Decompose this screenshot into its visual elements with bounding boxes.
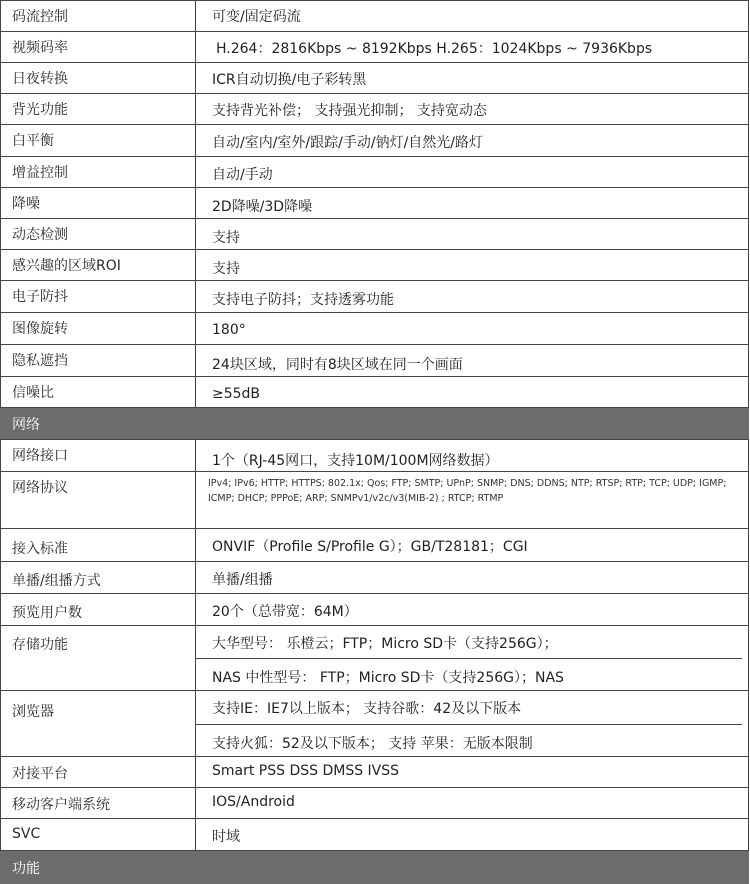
row-cast-mode [0, 561, 749, 593]
row-label: 存储功能 [0, 626, 196, 690]
row-value: 20个（总带宽：64M） [212, 604, 358, 620]
row-value: H.264：2816Kbps ~ 8192Kbps H.265：1024Kbps ~ 7936Kbps [216, 41, 653, 57]
row-platform [0, 756, 749, 787]
row-value: 2D降噪/3D降噪 [212, 199, 313, 215]
row-privacy-mask [0, 344, 749, 376]
row-value: Smart PSS DSS DMSS IVSS [212, 763, 400, 779]
row-label: 白平衡 [0, 125, 196, 156]
row-label: 接入标准 [0, 529, 196, 561]
row-label: 码流控制 [0, 1, 196, 31]
row-network-interface [0, 439, 749, 471]
section-title: 网络 [12, 417, 40, 433]
row-day-night [0, 62, 749, 93]
row-value: 180° [212, 322, 246, 338]
row-value: ≥55dB [212, 386, 261, 402]
row-value: 24块区域，同时有8块区域在同一个画面 [212, 357, 463, 373]
row-motion-detect [0, 218, 749, 249]
row-label: 对接平台 [0, 757, 196, 787]
row-preview-users [0, 593, 749, 625]
row-label: 增益控制 [0, 157, 196, 187]
row-browser [0, 690, 749, 756]
row-label: 浏览器 [0, 691, 196, 756]
row-label: 信噪比 [0, 377, 196, 407]
row-value: 支持背光补偿； 支持强光抑制； 支持宽动态 [212, 103, 487, 119]
row-label: 单播/组播方式 [0, 562, 196, 593]
row-network-protocol [0, 471, 749, 528]
row-value: IPv4; IPv6; HTTP; HTTPS; 802.1x; Qos; FTP; SMTP; UPnP; SNMP; DNS; DDNS; NTP; RTSP; RTP; TCP; UDP; IGMP; ICMP; DHCP; PPPoE; ARP; SNMPv1/v2c/v3(MIB-2) ; RTCP; RTMP [208, 478, 727, 504]
row-label: 电子防抖 [0, 281, 196, 312]
row-mobile-client [0, 787, 749, 818]
section-header-network [0, 407, 749, 439]
row-value: 自动/室内/室外/跟踪/手动/钠灯/自然光/路灯 [212, 135, 484, 151]
row-white-balance [0, 124, 749, 156]
row-label: 网络接口 [0, 440, 196, 471]
row-label: SVC [0, 819, 196, 850]
row-label: 感兴趣的区域ROI [0, 250, 196, 280]
row-value: 支持 [212, 230, 240, 246]
row-value: 大华型号： 乐橙云；FTP；Micro SD卡（支持256G）； [212, 636, 558, 652]
row-value: 单播/组播 [212, 572, 273, 588]
row-label: 移动客户端系统 [0, 788, 196, 818]
section-header-function [0, 850, 749, 884]
row-label: 视频码率 [0, 32, 196, 62]
row-label: 网络协议 [0, 472, 196, 528]
row-value: NAS 中性型号： FTP；Micro SD卡（支持256G）；NAS [196, 658, 742, 691]
row-rotation [0, 312, 749, 344]
row-label: 降噪 [0, 188, 196, 218]
row-value: 支持电子防抖；支持透雾功能 [212, 292, 394, 308]
row-value: IOS/Android [212, 794, 295, 810]
row-label: 日夜转换 [0, 63, 196, 93]
row-svc [0, 818, 749, 850]
row-label: 隐私遮挡 [0, 345, 196, 376]
row-bitrate-control [0, 0, 749, 31]
row-value: 时域 [212, 829, 240, 845]
row-label: 图像旋转 [0, 313, 196, 344]
row-value: ONVIF（Profile S/Profile G）；GB/T28181；CGI [212, 539, 528, 555]
row-value: 自动/手动 [212, 167, 273, 183]
row-gain-control [0, 156, 749, 187]
row-value: 1个（RJ-45网口，支持10M/100M网络数据） [212, 453, 499, 469]
row-value: 可变/固定码流 [212, 9, 301, 25]
section-title: 功能 [12, 861, 40, 877]
row-video-bitrate [0, 31, 749, 62]
row-label: 动态检测 [0, 219, 196, 249]
row-roi [0, 249, 749, 280]
row-backlight [0, 93, 749, 124]
row-access-standard [0, 528, 749, 561]
row-noise-reduction [0, 187, 749, 218]
row-value: ICR自动切换/电子彩转黑 [212, 72, 367, 88]
row-label: 背光功能 [0, 94, 196, 124]
row-value: 支持火狐：52及以下版本； 支持 苹果：无版本限制 [196, 724, 742, 757]
row-snr [0, 376, 749, 407]
row-eis [0, 280, 749, 312]
row-label: 预览用户数 [0, 594, 196, 625]
row-storage [0, 625, 749, 690]
row-value: 支持IE：IE7以上版本； 支持谷歌：42及以下版本 [212, 701, 522, 717]
row-value: 支持 [212, 261, 240, 277]
